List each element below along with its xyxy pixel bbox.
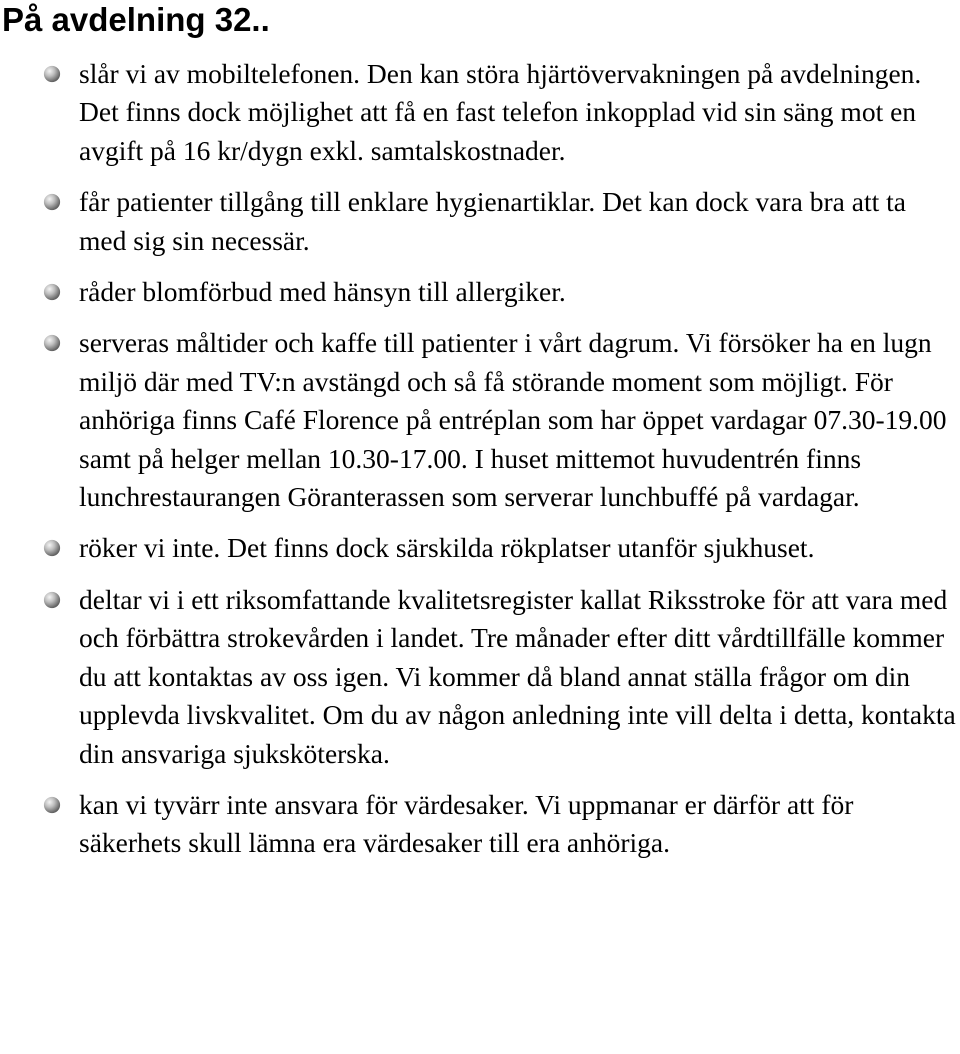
list-item-text: kan vi tyvärr inte ansvara för värdesaker. Vi uppmanar er därför att för säkerhets skull lämna era värdesaker till era anhöriga.: [79, 788, 854, 859]
sphere-bullet-icon: [43, 796, 61, 814]
list-item: [0, 324, 960, 516]
sphere-bullet-icon: [43, 591, 61, 609]
sphere-bullet-icon: [43, 193, 61, 211]
list-item: [0, 55, 960, 170]
page-title: På avdelning 32..: [2, 1, 270, 38]
list-item: [0, 273, 960, 311]
bullet-list: [0, 55, 960, 876]
list-item: [0, 581, 960, 773]
list-item-text: slår vi av mobiltelefonen. Den kan störa hjärtövervakningen på avdelningen. Det finns dock möjlighet att få en fast telefon inkopplad vid sin säng mot en avgift på 16 kr/dygn exkl. samtalskostnader.: [79, 58, 922, 166]
list-item: [0, 529, 960, 567]
list-item-text: deltar vi i ett riksomfattande kvalitetsregister kallat Riksstroke för att vara med och förbättra strokevården i landet. Tre månader efter ditt vårdtillfälle kommer du att kontaktas av oss igen. Vi kommer då bland annat ställa frågor om din upplevda livskvalitet. Om du av någon anledning inte vill delta i detta, kontakta din ansvariga sjuksköterska.: [79, 583, 956, 769]
sphere-bullet-icon: [43, 283, 61, 301]
list-item-text: råder blomförbud med hänsyn till allergiker.: [79, 276, 566, 308]
sphere-bullet-icon: [43, 334, 61, 352]
sphere-bullet-icon: [43, 65, 61, 83]
list-item-text: serveras måltider och kaffe till patienter i vårt dagrum. Vi försöker ha en lugn miljö där med TV:n avstängd och så få störande moment som möjligt. För anhöriga finns Café Florence på entréplan som har öppet vardagar 07.30-19.00 samt på helger mellan 10.30-17.00. I huset mittemot huvudentrén finns lunchrestaurangen Göranterassen som serverar lunchbuffé på vardagar.: [79, 327, 947, 513]
list-item-text: får patienter tillgång till enklare hygienartiklar. Det kan dock vara bra att ta med sig sin necessär.: [79, 186, 906, 256]
list-item: [0, 786, 960, 863]
list-item-text: röker vi inte. Det finns dock särskilda rökplatser utanför sjukhuset.: [79, 532, 815, 564]
list-item: [0, 183, 960, 260]
sphere-bullet-icon: [43, 539, 61, 557]
